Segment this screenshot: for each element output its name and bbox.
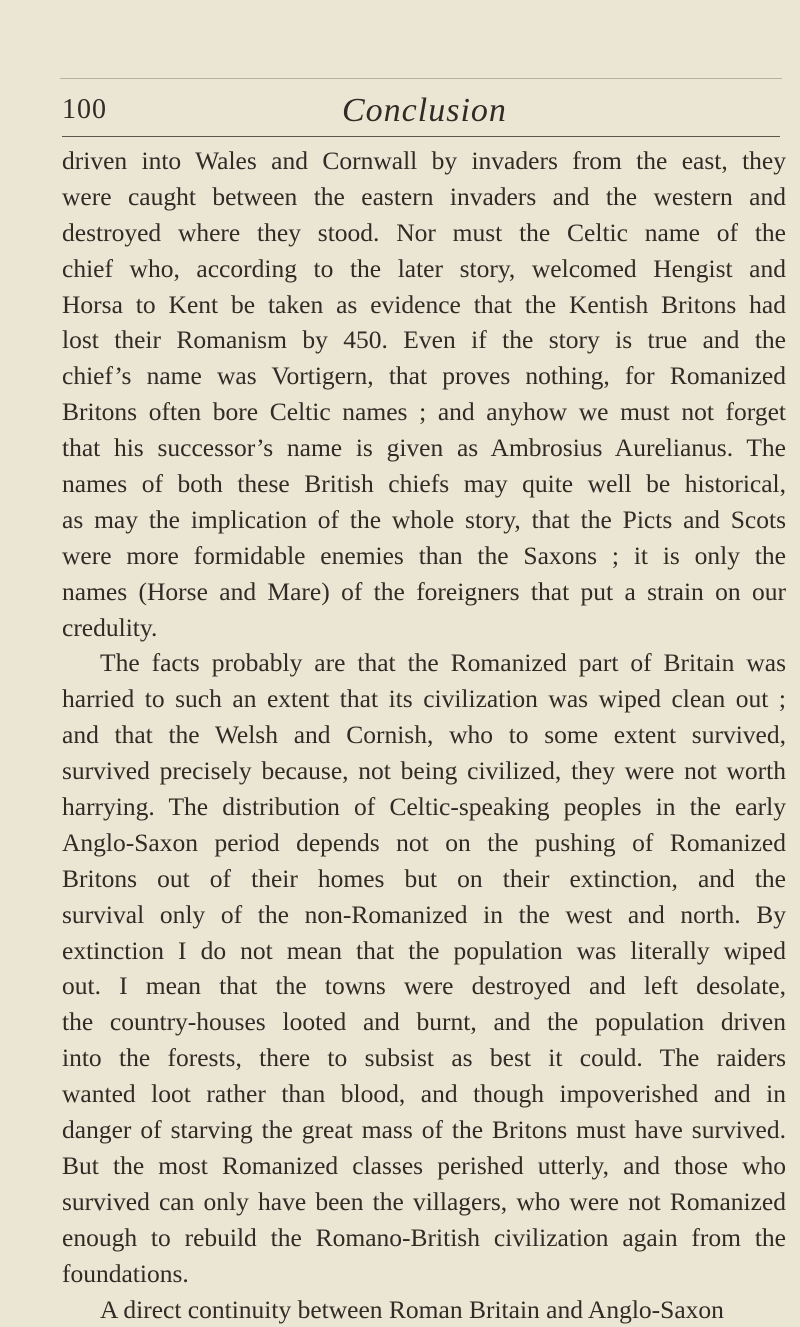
- text-line: were more formidable enemies than the Saxons ; it is only the: [62, 538, 786, 574]
- running-head: [62, 92, 782, 132]
- text-line: chief who, according to the later story, welcomed Hengist and: [62, 251, 786, 287]
- paragraph-start-line: A direct continuity between Roman Britain and Anglo-Saxon: [62, 1292, 786, 1327]
- text-line: Horsa to Kent be taken as evidence that the Kentish Britons had: [62, 287, 786, 323]
- text-line: lost their Romanism by 450. Even if the story is true and the: [62, 322, 786, 358]
- text-line: survived can only have been the villagers, who were not Romanized: [62, 1184, 786, 1220]
- text-line: out. I mean that the towns were destroyed and left desolate,: [62, 968, 786, 1004]
- text-line: survival only of the non-Romanized in the west and north. By: [62, 897, 786, 933]
- text-line: that his successor’s name is given as Ambrosius Aurelianus. The: [62, 430, 786, 466]
- text-line: danger of starving the great mass of the Britons must have survived.: [62, 1112, 786, 1148]
- text-line: driven into Wales and Cornwall by invaders from the east, they: [62, 143, 786, 179]
- text-line: into the forests, there to subsist as best it could. The raiders: [62, 1040, 786, 1076]
- text-line: Britons often bore Celtic names ; and anyhow we must not forget: [62, 394, 786, 430]
- paragraph-start-line: The facts probably are that the Romanized part of Britain was: [62, 645, 786, 681]
- text-line: names of both these British chiefs may quite well be historical,: [62, 466, 786, 502]
- header-rule: [62, 136, 780, 137]
- page-number: 100: [62, 94, 107, 126]
- paragraph-end-line: foundations.: [62, 1256, 786, 1292]
- text-line: the country-houses looted and burnt, and the population driven: [62, 1004, 786, 1040]
- text-line: survived precisely because, not being civilized, they were not worth: [62, 753, 786, 789]
- text-line: and that the Welsh and Cornish, who to some extent survived,: [62, 717, 786, 753]
- text-line: But the most Romanized classes perished utterly, and those who: [62, 1148, 786, 1184]
- body-text: [62, 143, 786, 1327]
- text-line: harried to such an extent that its civilization was wiped clean out ;: [62, 681, 786, 717]
- text-line: destroyed where they stood. Nor must the Celtic name of the: [62, 215, 786, 251]
- text-line: harrying. The distribution of Celtic-speaking peoples in the early: [62, 789, 786, 825]
- running-title: Conclusion: [342, 92, 507, 130]
- text-line: enough to rebuild the Romano-British civilization again from the: [62, 1220, 786, 1256]
- text-line: Anglo-Saxon period depends not on the pushing of Romanized: [62, 825, 786, 861]
- text-line: were caught between the eastern invaders and the western and: [62, 179, 786, 215]
- text-line: extinction I do not mean that the population was literally wiped: [62, 933, 786, 969]
- text-line: chief’s name was Vortigern, that proves nothing, for Romanized: [62, 358, 786, 394]
- text-line: wanted loot rather than blood, and though impoverished and in: [62, 1076, 786, 1112]
- paragraph-end-line: credulity.: [62, 610, 786, 646]
- top-edge-rule: [60, 78, 782, 79]
- text-line: as may the implication of the whole story, that the Picts and Scots: [62, 502, 786, 538]
- text-line: Britons out of their homes but on their extinction, and the: [62, 861, 786, 897]
- text-line: names (Horse and Mare) of the foreigners that put a strain on our: [62, 574, 786, 610]
